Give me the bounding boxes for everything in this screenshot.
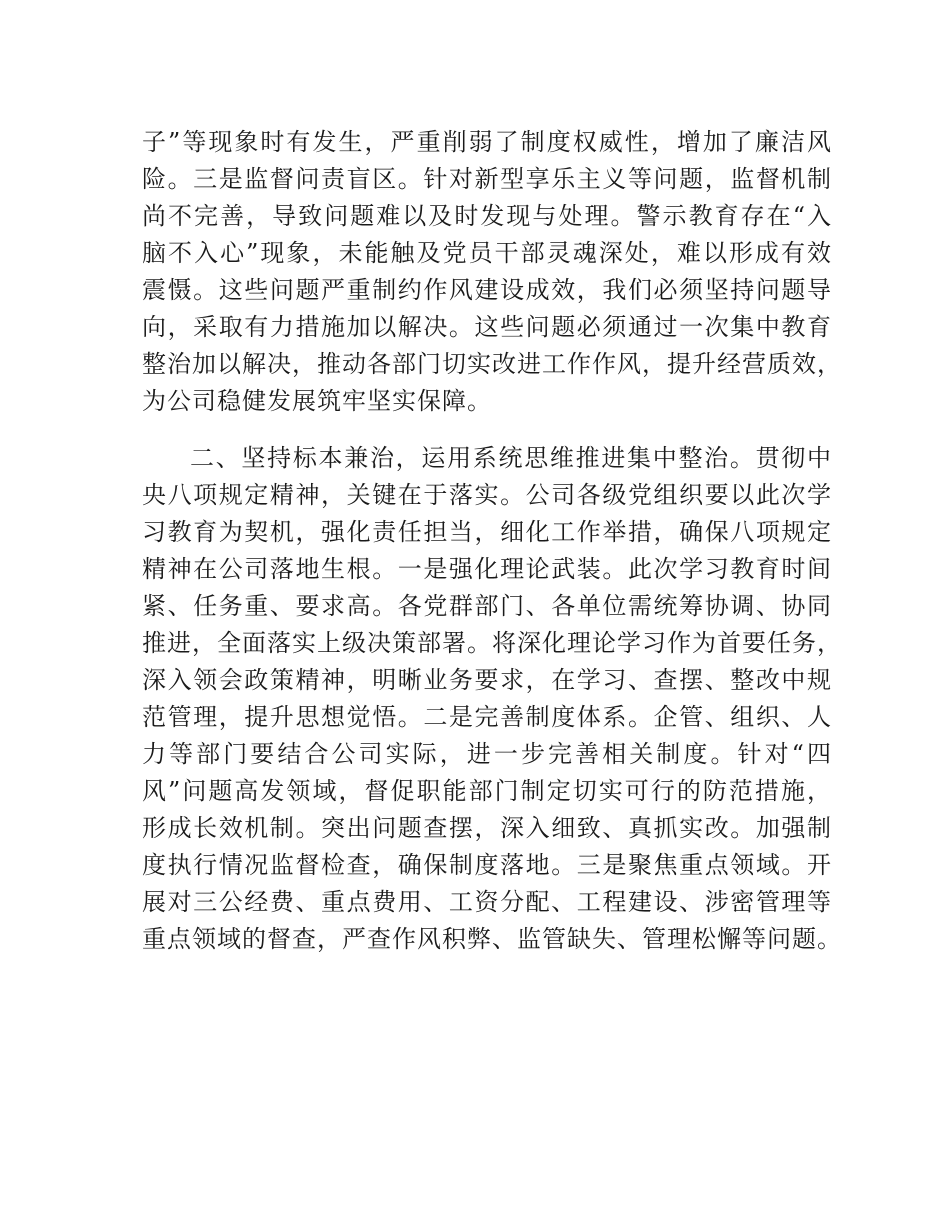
- document-body: [142, 124, 842, 958]
- paragraph-line: 向，采取有力措施加以解决。这些问题必须通过一次集中教育: [142, 313, 832, 341]
- paragraph-line: 子”等现象时有发生，严重削弱了制度权威性，增加了廉洁风: [142, 128, 832, 156]
- paragraph-line: 推进，全面落实上级决策部署。将深化理论学习作为首要任务，: [142, 629, 842, 657]
- paragraph-line: 展对三公经费、重点费用、工资分配、工程建设、涉密管理等: [142, 888, 832, 916]
- paragraph-line: 力等部门要结合公司实际，进一步完善相关制度。针对“四: [142, 740, 832, 768]
- paragraph-line: 紧、任务重、要求高。各党群部门、各单位需统筹协调、协同: [142, 592, 832, 620]
- paragraph-line: 深入领会政策精神，明晰业务要求，在学习、查摆、整改中规: [142, 666, 832, 694]
- paragraph-line: 震慑。这些问题严重制约作风建设成效，我们必须坚持问题导: [142, 276, 832, 304]
- paragraph-1: [142, 124, 842, 420]
- paragraph-line: 形成长效机制。突出问题查摆，深入细致、真抓实改。加强制: [142, 814, 832, 842]
- paragraph-line: 精神在公司落地生根。一是强化理论武装。此次学习教育时间: [142, 555, 832, 583]
- paragraph-2: [142, 440, 842, 958]
- paragraph-line: 尚不完善，导致问题难以及时发现与处理。警示教育存在“入: [142, 202, 832, 230]
- paragraph-line: 险。三是监督问责盲区。针对新型享乐主义等问题，监督机制: [142, 165, 832, 193]
- paragraph-line: 二、坚持标本兼治，运用系统思维推进集中整治。贯彻中: [190, 444, 832, 472]
- paragraph-line: 重点领域的督查，严查作风积弊、监管缺失、管理松懈等问题。: [142, 925, 842, 953]
- paragraph-line: 整治加以解决，推动各部门切实改进工作作风，提升经营质效，: [142, 350, 842, 378]
- paragraph-line: 范管理，提升思想觉悟。二是完善制度体系。企管、组织、人: [142, 703, 832, 731]
- paragraph-spacer: [142, 420, 832, 440]
- paragraph-line: 风”问题高发领域，督促职能部门制定切实可行的防范措施，: [142, 777, 832, 805]
- paragraph-line: 央八项规定精神，关键在于落实。公司各级党组织要以此次学: [142, 481, 832, 509]
- paragraph-line: 脑不入心”现象，未能触及党员干部灵魂深处，难以形成有效: [142, 239, 832, 267]
- paragraph-line: 度执行情况监督检查，确保制度落地。三是聚焦重点领域。开: [142, 851, 832, 879]
- paragraph-line: 习教育为契机，强化责任担当，细化工作举措，确保八项规定: [142, 518, 832, 546]
- paragraph-line: 为公司稳健发展筑牢坚实保障。: [142, 387, 492, 415]
